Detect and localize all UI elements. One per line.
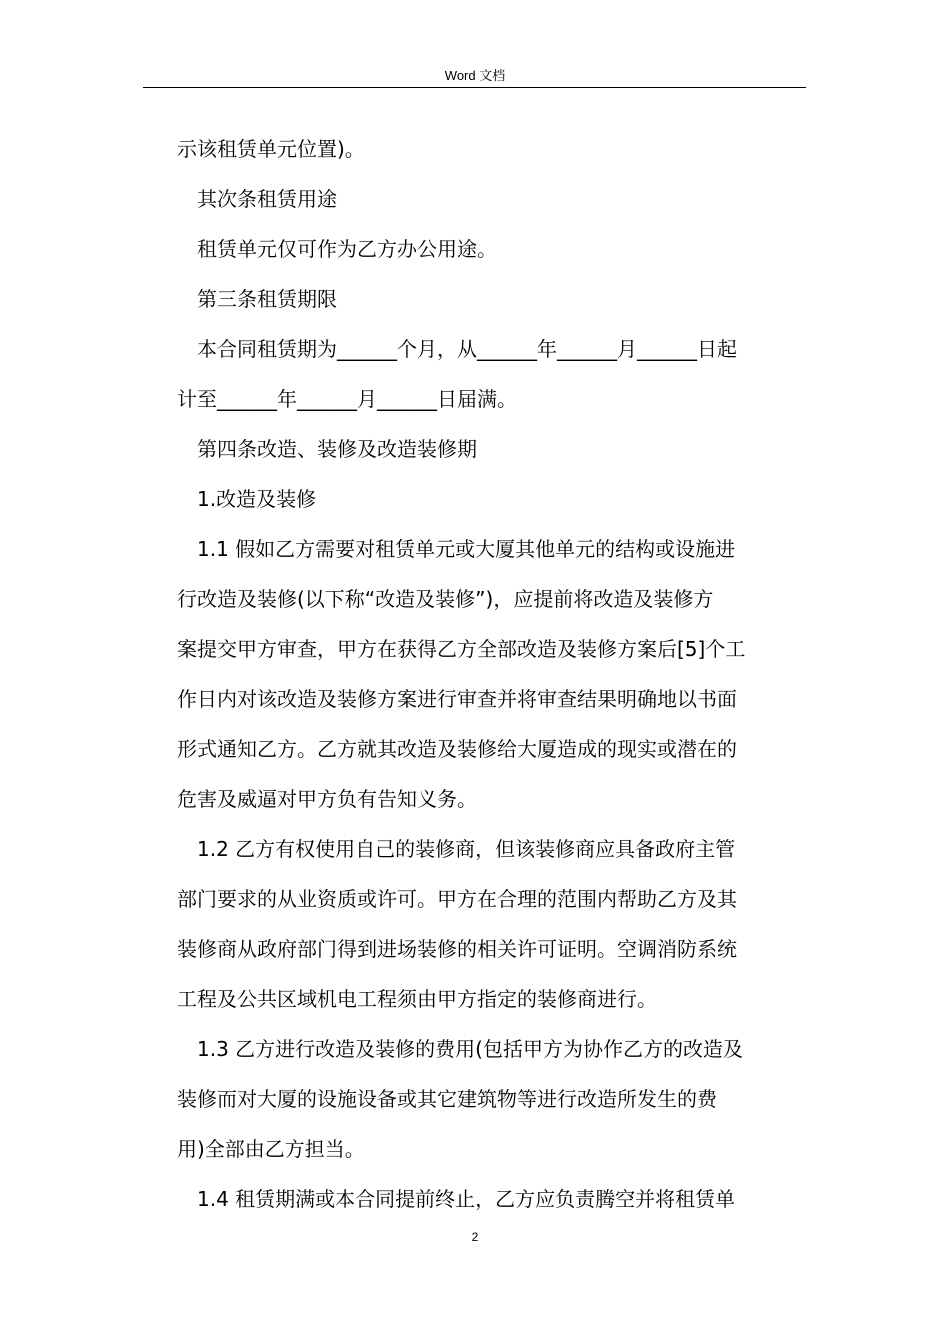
text-line: 1.3 乙方进行改造及装修的费用(包括甲方为协作乙方的改造及 [197,1037,743,1061]
text-line: 1.2 乙方有权使用自己的装修商，但该装修商应具备政府主管 [197,837,736,861]
text-line: 危害及威逼对甲方负有告知义务。 [177,787,477,811]
text-line: 部门要求的从业资质或许可。甲方在合理的范围内帮助乙方及其 [177,887,737,911]
text-line: 本合同租赁期为______个月，从______年______月______日起 [197,337,737,361]
page-header: Word 文档 [444,68,506,83]
header-divider [143,87,806,88]
section-heading: 其次条租赁用途 [197,187,337,211]
document-body [177,124,805,1224]
section-heading: 第四条改造、装修及改造装修期 [197,437,477,461]
section-heading: 第三条租赁期限 [197,287,337,311]
text-line: 装修商从政府部门得到进场装修的相关许可证明。空调消防系统 [177,937,737,961]
text-line: 用)全部由乙方担当。 [177,1137,365,1161]
text-line: 1.1 假如乙方需要对租赁单元或大厦其他单元的结构或设施进 [197,537,736,561]
subsection-heading: 1.改造及装修 [197,487,317,511]
text-line: 示该租赁单元位置)。 [177,137,365,161]
text-line: 形式通知乙方。乙方就其改造及装修给大厦造成的现实或潜在的 [177,737,737,761]
text-line: 作日内对该改造及装修方案进行审查并将审查结果明确地以书面 [177,687,737,711]
text-line: 行改造及装修(以下称“改造及装修”)，应提前将改造及装修方 [177,587,714,611]
text-line: 工程及公共区域机电工程须由甲方指定的装修商进行。 [177,987,657,1011]
text-line: 装修而对大厦的设施设备或其它建筑物等进行改造所发生的费 [177,1087,717,1111]
text-line: 1.4 租赁期满或本合同提前终止，乙方应负责腾空并将租赁单 [197,1187,736,1211]
text-line: 租赁单元仅可作为乙方办公用途。 [197,237,497,261]
text-line: 案提交甲方审查，甲方在获得乙方全部改造及装修方案后[5]个工 [177,637,746,661]
text-line: 计至______年______月______日届满。 [177,387,517,411]
page-number: 2 [471,1230,479,1244]
